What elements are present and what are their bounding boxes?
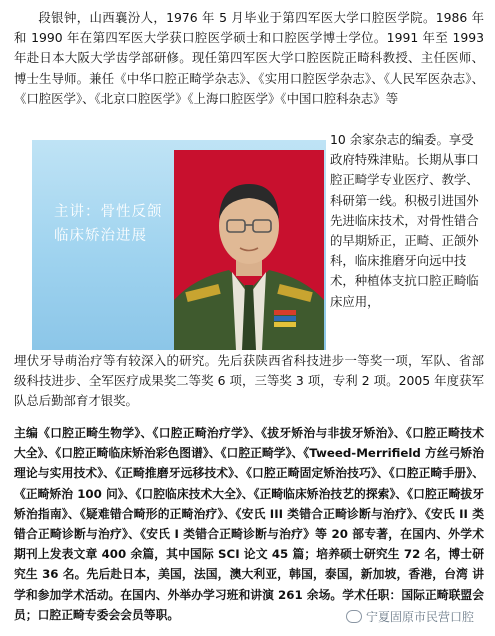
lecture-photo-panel <box>32 140 326 350</box>
portrait-illustration <box>174 150 324 350</box>
bio-paragraph <box>14 8 484 109</box>
publications-text: 主编《口腔正畸生物学》、《口腔正畸治疗学》、《拔牙矫治与非拔牙矫治》、《口腔正畸技术大全》、《口腔正畸临床矫治彩色图谱》、《口腔正畸学》、《Tweed-Merrifield 方丝弓矫治理论与实用技术》、《正畸推磨牙远移技术》、《口腔正畸固定矫治技巧》、《口腔正畸手册》、《正畸矫治 100 问》、《口腔临床技术大全》、《正畸临床矫治技艺的探索》、《口腔正畸拔牙矫治指南》、《疑难错合畸形的正畸治疗》、《安氏 III 类错合正畸诊断与治疗》、《安氏 II 类错合正畸诊断与治疗》、《安氏 I 类错合正畸诊断与治疗》等 20 部专著，在国内、外学术期刊上发表文章 400 余篇，其中国际 SCI 论文 45 篇；培养硕士研究生 72 名，博士研究生 36 名。先后赴日本，美国，法国，澳大利亚，韩国，泰国，新加坡，香港，台湾 讲学和参加学术活动。在国内、外举办学习班和讲演 261 余场。学术任职：国际正畸联盟会员；口腔正畸专委会会员等职。 <box>14 426 484 622</box>
bio-wrap-text: 10 余家杂志的编委。享受政府特殊津贴。长期从事口腔正畸学专业医疗、教学、科研第一线。积极引进国外先进临床技术，对骨性错合的早期矫正，正畸、正颌外科，临床推磨牙向远中技术，种植体支抗口腔正畸临床应用， <box>330 132 479 309</box>
bio-after-text: 埋伏牙导萌治疗等有较深入的研究。先后获陕西省科技进步一等奖一项，军队、省部级科技进步、全军医疗成果奖二等奖 6 项，三等奖 3 项，专利 2 项。2005 年度获军队总后勤部育才银奖。 <box>14 353 484 409</box>
bio-text: 段银钟，山西襄汾人，1976 年 5 月毕业于第四军医大学口腔医学院。1986 年和 1990 年在第四军医大学获口腔医学硕士和口腔医学博士学位。1991 年至 1993 年赴日本大阪大学齿学部研修。现任第四军医大学口腔医院正畸科教授、主任医师、博士生导师。兼任《中华口腔正畸学杂志》、《实用口腔医学杂志》、《人民军医杂志》、《口腔医学》、《北京口腔医学》《上海口腔医学》《中国口腔科杂志》等 <box>14 10 484 106</box>
wechat-icon <box>346 610 362 623</box>
lecture-title: 主讲：骨性反颌临床矫治进展 <box>54 204 163 244</box>
wechat-watermark <box>346 608 474 625</box>
watermark-text: 宁夏固原市民营口腔 <box>366 610 475 624</box>
portrait-photo <box>174 150 324 350</box>
